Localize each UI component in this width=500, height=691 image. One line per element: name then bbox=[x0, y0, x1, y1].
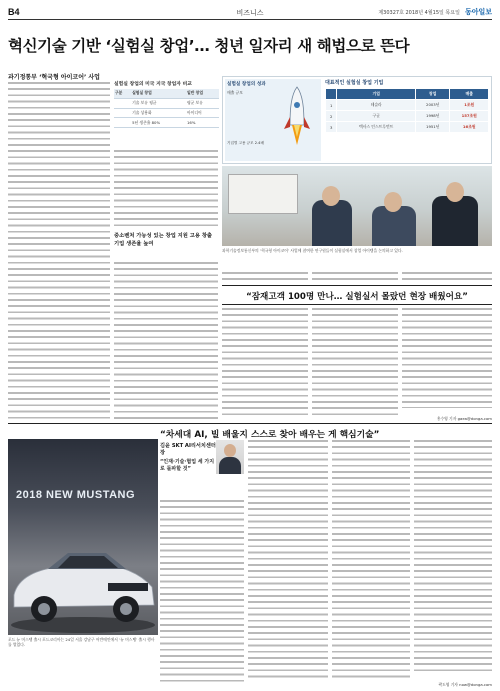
interview-column-3 bbox=[402, 308, 492, 408]
article-column-1 bbox=[8, 82, 110, 420]
interview-header bbox=[160, 442, 216, 498]
ai-column-3 bbox=[332, 440, 410, 680]
car-photo bbox=[8, 439, 158, 635]
issue-info: 제30327호 2018년 4월15일 목요일 bbox=[378, 9, 460, 16]
ai-headline: “차세대 AI, 빌 배울지 스스로 찾아 배우는 게 핵심기술” bbox=[160, 430, 380, 440]
interview-headline: “잠재고객 100명 만나… 실험실서 몰랐던 현장 배웠어요” bbox=[246, 292, 468, 302]
table-row bbox=[114, 98, 219, 108]
section-rule bbox=[222, 304, 492, 305]
table-cell: 1 bbox=[326, 100, 337, 111]
table-row bbox=[326, 122, 489, 133]
table-cell: 구분 bbox=[114, 89, 131, 98]
ai-column-2 bbox=[248, 440, 328, 680]
table-cell: 2 bbox=[326, 111, 337, 122]
main-headline: 혁신기술 기반 ‘실험실 창업’… 청년 일자리 새 해법으로 뜬다 bbox=[8, 37, 410, 55]
person-head bbox=[384, 192, 402, 212]
table-cell: 기술 보유 평균 bbox=[131, 98, 186, 108]
table-cell: 아이디어 bbox=[186, 108, 219, 118]
section-name: 비즈니스 bbox=[236, 9, 264, 17]
person-figure bbox=[372, 206, 416, 246]
table-cell bbox=[114, 118, 131, 128]
credit-line: 곽도영 기자 now@donga.com bbox=[438, 682, 492, 687]
sidebar-headline: 중소벤처 가능성 있는 창업 지원 고용 창출 기업 생존율 높여 bbox=[114, 233, 213, 247]
table-header: 매출 bbox=[450, 89, 489, 100]
article-column-3b bbox=[312, 272, 398, 284]
infographic-left-footer: 기업별 고용 규모 2.4배 bbox=[227, 141, 264, 145]
portrait-body bbox=[219, 457, 241, 474]
infographic-left-panel bbox=[225, 79, 321, 161]
car-illustration bbox=[8, 525, 158, 635]
table-cell: 1951년 bbox=[415, 122, 449, 133]
portrait-head bbox=[224, 444, 236, 457]
page-number: B4 bbox=[8, 7, 20, 17]
byline: 과기정통부 ‘혁국형 아이코어’ 사업 bbox=[8, 74, 100, 81]
table-cell: 157조원 bbox=[450, 111, 489, 122]
interview-column-2 bbox=[312, 308, 398, 416]
table-cell bbox=[114, 98, 131, 108]
table-header: 창업 bbox=[415, 89, 449, 100]
table-row bbox=[114, 118, 219, 128]
article-column-2a bbox=[114, 150, 218, 230]
infographic bbox=[222, 76, 492, 164]
article-column-3a bbox=[222, 272, 308, 284]
table-cell: 5년 생존율 80% bbox=[131, 118, 186, 128]
whiteboard bbox=[228, 174, 298, 214]
car-photo-caption: 포드 뉴 머스탱 출시 포드코리아는 24일 서울 강남구 어반메인에서 ‘뉴 머스탱’ 출시 행사를 열었다. bbox=[8, 637, 155, 648]
infographic-left-title: 실험실 창업의 성과 bbox=[227, 82, 266, 87]
table-cell: 기술 상용화 bbox=[131, 108, 186, 118]
paper-name: 동아일보 bbox=[464, 7, 492, 16]
rocket-illustration bbox=[283, 85, 311, 149]
comparison-table-box bbox=[114, 80, 219, 148]
table-cell: 16조원 bbox=[450, 122, 489, 133]
masthead bbox=[8, 6, 492, 20]
table-cell: 텍사스 인스트루먼트 bbox=[337, 122, 416, 133]
table-cell: 2003년 bbox=[415, 100, 449, 111]
person-head bbox=[322, 186, 340, 206]
infographic-right-title: 대표적인 실험실 창업 기업 bbox=[325, 80, 384, 86]
table-cell bbox=[114, 108, 131, 118]
table-row bbox=[326, 100, 489, 111]
table-header-row bbox=[326, 89, 489, 100]
companies-table bbox=[325, 88, 489, 133]
person-figure bbox=[432, 196, 478, 246]
interview-pullquote: “인재·기술·협업 세 가지로 돌파할 것” bbox=[160, 459, 215, 472]
table-header: 기업 bbox=[337, 89, 416, 100]
table-row bbox=[114, 108, 219, 118]
table-cell: 테슬라 bbox=[337, 100, 416, 111]
lab-meeting-photo bbox=[222, 166, 492, 246]
section-rule bbox=[222, 285, 492, 286]
interview-column-1 bbox=[222, 308, 308, 416]
table-header bbox=[326, 89, 337, 100]
comparison-table bbox=[114, 89, 219, 128]
ai-column-1 bbox=[160, 500, 244, 682]
table-cell: 구글 bbox=[337, 111, 416, 122]
car-banner-text: 2018 NEW MUSTANG bbox=[16, 489, 136, 501]
table-cell: 1조원 bbox=[450, 100, 489, 111]
lab-photo-caption: 과학기술정보통신부의 ‘혁국형 아이코어’ 사업에 참여한 연구원들이 실험실에서 창업 아이템을 논의하고 있다. bbox=[222, 248, 403, 253]
article-column-3c bbox=[402, 272, 492, 284]
table-row bbox=[326, 111, 489, 122]
interviewee-name: 김윤 SKT AI리서치센터장 bbox=[160, 443, 216, 456]
comparison-table-title: 실험실 창업의 미국 지국 창업자 비교 bbox=[114, 82, 192, 87]
person-head bbox=[446, 182, 464, 202]
table-cell: 16% bbox=[186, 118, 219, 128]
article-column-2b bbox=[114, 262, 218, 420]
person-figure bbox=[312, 200, 352, 246]
table-cell: 실험실 창업 bbox=[131, 89, 186, 98]
table-cell: 평균 보유 bbox=[186, 98, 219, 108]
credit-line: 홍수영 기자 gaea@donga.com bbox=[436, 416, 492, 421]
infographic-right-panel bbox=[325, 79, 489, 161]
page-divider bbox=[8, 423, 492, 424]
ai-column-4 bbox=[414, 440, 492, 672]
table-cell: 1998년 bbox=[415, 111, 449, 122]
interviewee-portrait bbox=[216, 440, 244, 474]
infographic-left-subtitle: 매출 규모 bbox=[227, 90, 243, 95]
table-row bbox=[114, 89, 219, 98]
table-cell: 3 bbox=[326, 122, 337, 133]
table-cell: 일반 창업 bbox=[186, 89, 219, 98]
